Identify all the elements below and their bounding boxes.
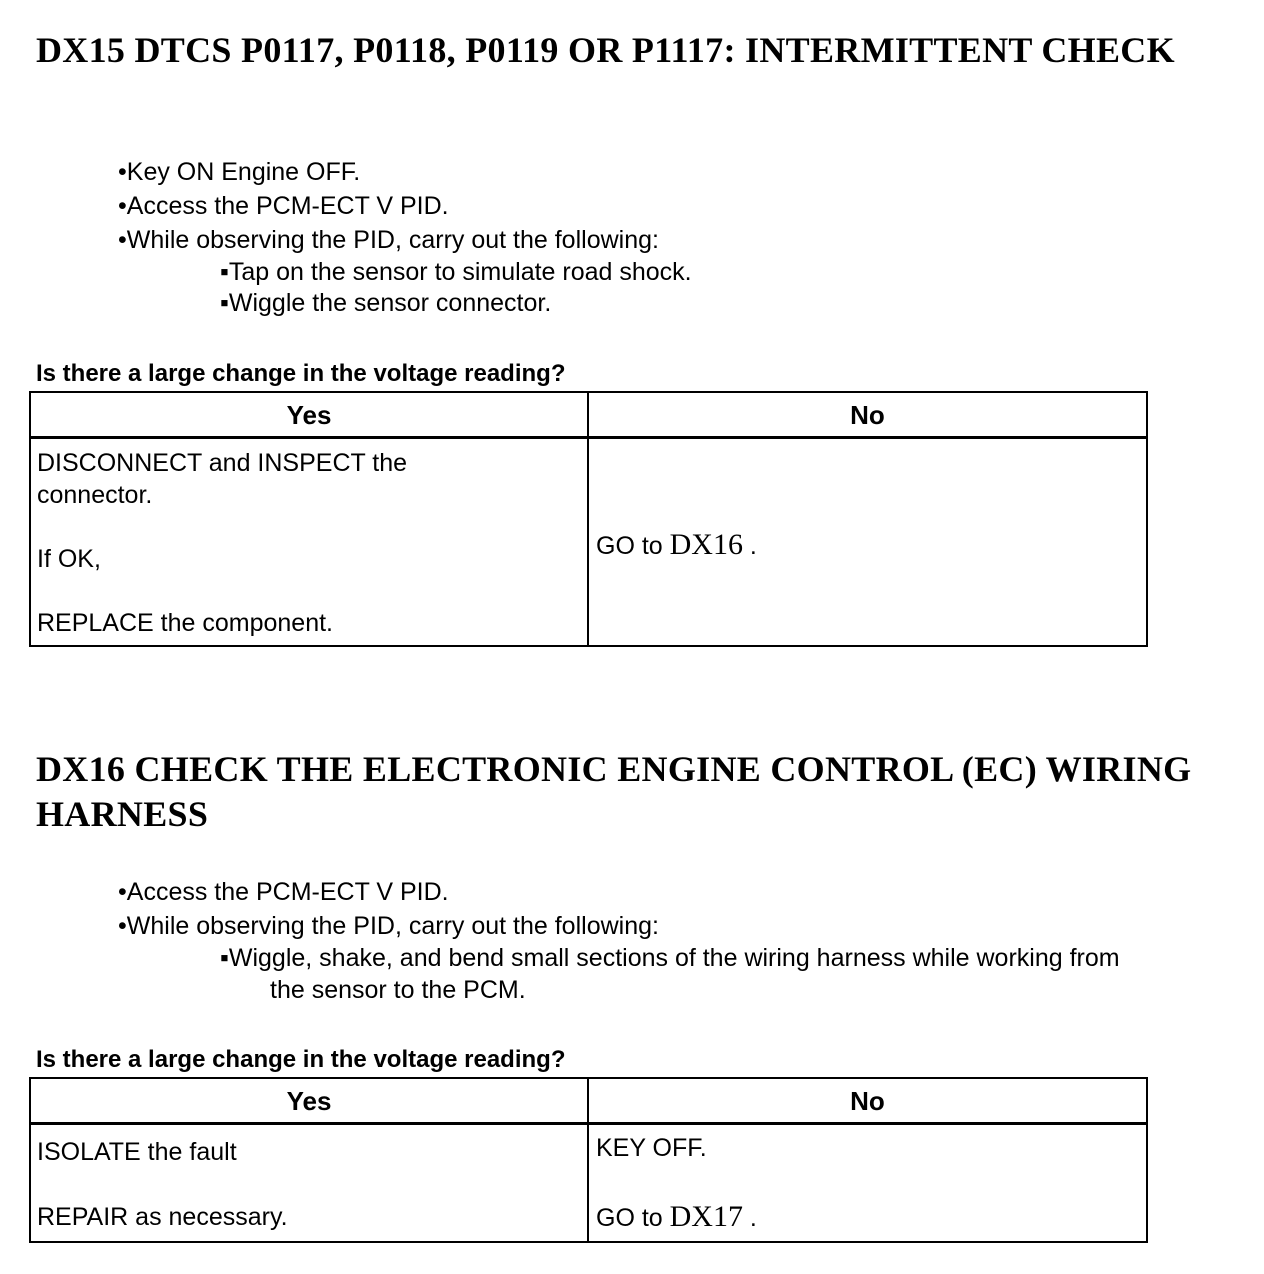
yes-text: DISCONNECT and INSPECT the (37, 449, 408, 477)
no-go-to-text: GO to DX17 . (596, 1200, 757, 1233)
bullet-icon: • (118, 912, 127, 940)
sub-bullet-item: ▪Wiggle the sensor connector. (220, 289, 552, 317)
bullet-item: •Access the PCM-ECT V PID. (118, 878, 449, 906)
no-text: KEY OFF. (596, 1134, 707, 1162)
square-bullet-icon: ▪ (220, 944, 229, 972)
yes-text: ISOLATE the fault (37, 1138, 237, 1166)
question: Is there a large change in the voltage reading? (36, 360, 566, 387)
bullet-icon: • (118, 226, 127, 254)
section-title: DX15 DTCS P0117, P0118, P0119 OR P1117: INTERMITTENT CHECK (36, 30, 1175, 70)
sub-bullet-item: ▪Tap on the sensor to simulate road shock. (220, 258, 692, 286)
yes-no-table (29, 391, 1148, 647)
square-bullet-icon: ▪ (220, 289, 229, 317)
sub-bullet-item: ▪Wiggle, shake, and bend small sections of the wiring harness while working from (220, 944, 1120, 972)
dx16-link[interactable]: DX16 (669, 528, 743, 561)
bullet-item: •While observing the PID, carry out the following: (118, 912, 659, 940)
square-bullet-icon: ▪ (220, 258, 229, 286)
bullet-icon: • (118, 192, 127, 220)
no-header: No (850, 1086, 885, 1116)
yes-text: REPAIR as necessary. (37, 1203, 288, 1231)
yes-text: connector. (37, 481, 153, 509)
dx17-link[interactable]: DX17 (669, 1200, 743, 1233)
sub-bullet-continuation: the sensor to the PCM. (270, 976, 526, 1004)
yes-no-table (29, 1077, 1148, 1243)
bullet-item: •Access the PCM-ECT V PID. (118, 192, 449, 220)
no-go-to-text: GO to DX16 . (596, 528, 757, 561)
bullet-item: •Key ON Engine OFF. (118, 158, 361, 186)
section-title: DX16 CHECK THE ELECTRONIC ENGINE CONTROL (EC) WIRING HARNESS (36, 749, 1192, 834)
bullet-item: •While observing the PID, carry out the following: (118, 226, 659, 254)
yes-text: REPLACE the component. (37, 609, 333, 637)
bullet-icon: • (118, 878, 127, 906)
no-header: No (850, 400, 885, 430)
yes-header: Yes (286, 400, 332, 430)
bullet-icon: • (118, 158, 127, 186)
question: Is there a large change in the voltage reading? (36, 1046, 566, 1073)
yes-text: If OK, (37, 545, 101, 573)
yes-header: Yes (286, 1086, 332, 1116)
